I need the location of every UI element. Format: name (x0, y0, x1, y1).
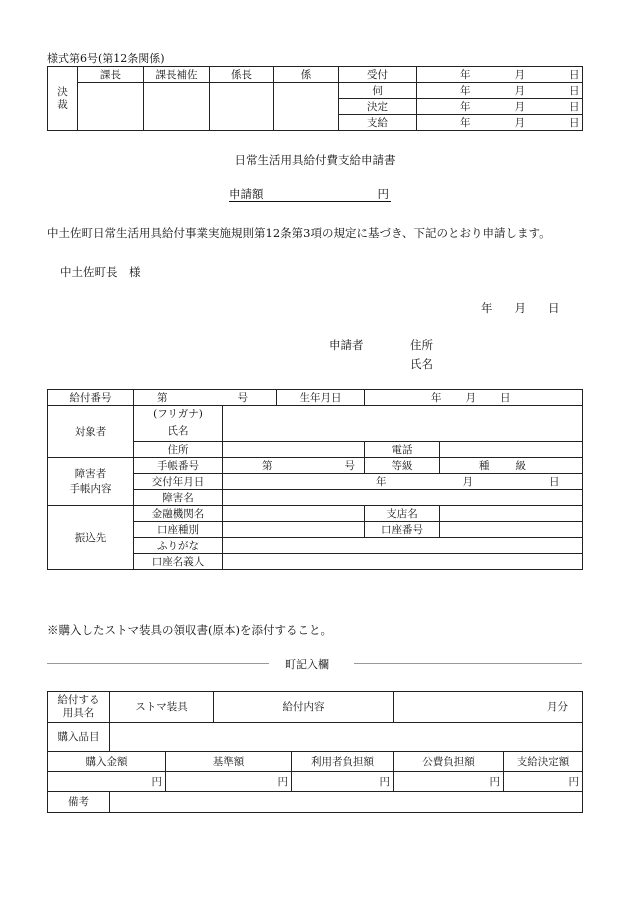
address-label: 住所 (134, 442, 223, 458)
disability-label: 障害名 (134, 490, 223, 506)
role-header: 係長 (210, 67, 274, 83)
birth-field[interactable]: 年 月 日 (365, 390, 583, 406)
divider-right (354, 663, 582, 664)
amount-cell[interactable]: 円 (292, 772, 394, 792)
remarks-field[interactable] (110, 792, 583, 813)
stamp-cell[interactable] (144, 83, 210, 131)
purchased-label: 購入品目 (48, 723, 110, 752)
grade-field[interactable]: 種 級 (440, 458, 583, 474)
form-number: 様式第6号(第12条関係) (47, 52, 165, 65)
address-field[interactable] (223, 442, 365, 458)
birth-label: 生年月日 (277, 390, 365, 406)
holder-field[interactable] (223, 554, 583, 570)
step-date[interactable]: 年 月 日 (417, 67, 583, 83)
main-table (47, 389, 583, 570)
office-table (47, 691, 583, 813)
item-label: 給付する 用具名 (48, 692, 110, 723)
item-value: ストマ装具 (110, 692, 214, 723)
step-label: 支給 (339, 115, 417, 131)
document-title: 日常生活用具給付費支給申請書 (234, 153, 396, 167)
furigana-label: (フリガナ) (134, 406, 223, 422)
col-header: 基準額 (166, 752, 292, 772)
transfer-label: 振込先 (48, 506, 134, 570)
col-header: 購入金額 (48, 752, 166, 772)
step-label: 伺 (339, 83, 417, 99)
amount-cell[interactable]: 円 (394, 772, 504, 792)
step-date[interactable]: 年 月 日 (417, 99, 583, 115)
phone-label: 電話 (365, 442, 440, 458)
disability-field[interactable] (223, 490, 583, 506)
role-header: 係 (274, 67, 339, 83)
amount-unit: 円 (377, 187, 389, 201)
stamp-cell[interactable] (210, 83, 274, 131)
step-date[interactable]: 年 月 日 (417, 115, 583, 131)
addressee: 中土佐町長 様 (60, 265, 141, 279)
amount-cell[interactable]: 円 (48, 772, 166, 792)
divider-left (47, 663, 269, 664)
kana-field[interactable] (223, 538, 583, 554)
benefit-no-field[interactable]: 第 号 (134, 390, 277, 406)
step-label: 受付 (339, 67, 417, 83)
role-header: 課長補佐 (144, 67, 210, 83)
bank-field[interactable] (223, 506, 365, 522)
issue-date-field[interactable]: 年 月 日 (223, 474, 583, 490)
approval-label: 決 裁 (48, 67, 78, 131)
name-label: 氏名 (134, 421, 223, 442)
application-date[interactable]: 年 月 日 (481, 301, 560, 315)
kana-label: ふりがな (134, 538, 223, 554)
col-header: 支給決定額 (504, 752, 583, 772)
remarks-label: 備考 (48, 792, 110, 813)
stamp-cell[interactable] (78, 83, 144, 131)
col-header: 利用者負担額 (292, 752, 394, 772)
handbook-label: 障害者 手帳内容 (48, 458, 134, 506)
phone-field[interactable] (440, 442, 583, 458)
office-section-title: 町記入欄 (285, 658, 329, 671)
bank-label: 金融機関名 (134, 506, 223, 522)
content-label: 給付内容 (214, 692, 394, 723)
branch-label: 支店名 (365, 506, 440, 522)
benefit-no-label: 給付番号 (48, 390, 134, 406)
amount-cell[interactable]: 円 (504, 772, 583, 792)
handbook-no-field[interactable]: 第 号 (223, 458, 365, 474)
applicant-address-label: 住所 (410, 338, 433, 352)
account-type-label: 口座種別 (134, 522, 223, 538)
amount-field[interactable] (229, 186, 391, 202)
col-header: 公費負担額 (394, 752, 504, 772)
branch-field[interactable] (440, 506, 583, 522)
purchased-field[interactable] (110, 723, 583, 752)
account-no-label: 口座番号 (365, 522, 440, 538)
handbook-no-label: 手帳番号 (134, 458, 223, 474)
role-header: 課長 (78, 67, 144, 83)
issue-date-label: 交付年月日 (134, 474, 223, 490)
step-label: 決定 (339, 99, 417, 115)
holder-label: 口座名義人 (134, 554, 223, 570)
attachment-note: ※購入したストマ装具の領収書(原本)を添付すること。 (47, 623, 332, 637)
amount-cell[interactable]: 円 (166, 772, 292, 792)
account-type-field[interactable] (223, 522, 365, 538)
statement-text: 中土佐町日常生活用具給付事業実施規則第12条第3項の規定に基づき、下記のとおり申請します。 (47, 226, 551, 240)
step-date[interactable]: 年 月 日 (417, 83, 583, 99)
grade-label: 等級 (365, 458, 440, 474)
amount-label: 申請額 (229, 187, 264, 201)
applicant-name-label: 氏名 (410, 357, 433, 371)
month-field[interactable]: 月分 (394, 692, 583, 723)
applicant-label: 申請者 (329, 338, 364, 352)
subject-name-field[interactable] (223, 406, 583, 442)
approval-table (47, 66, 583, 131)
subject-label: 対象者 (48, 406, 134, 458)
account-no-field[interactable] (440, 522, 583, 538)
stamp-cell[interactable] (274, 83, 339, 131)
